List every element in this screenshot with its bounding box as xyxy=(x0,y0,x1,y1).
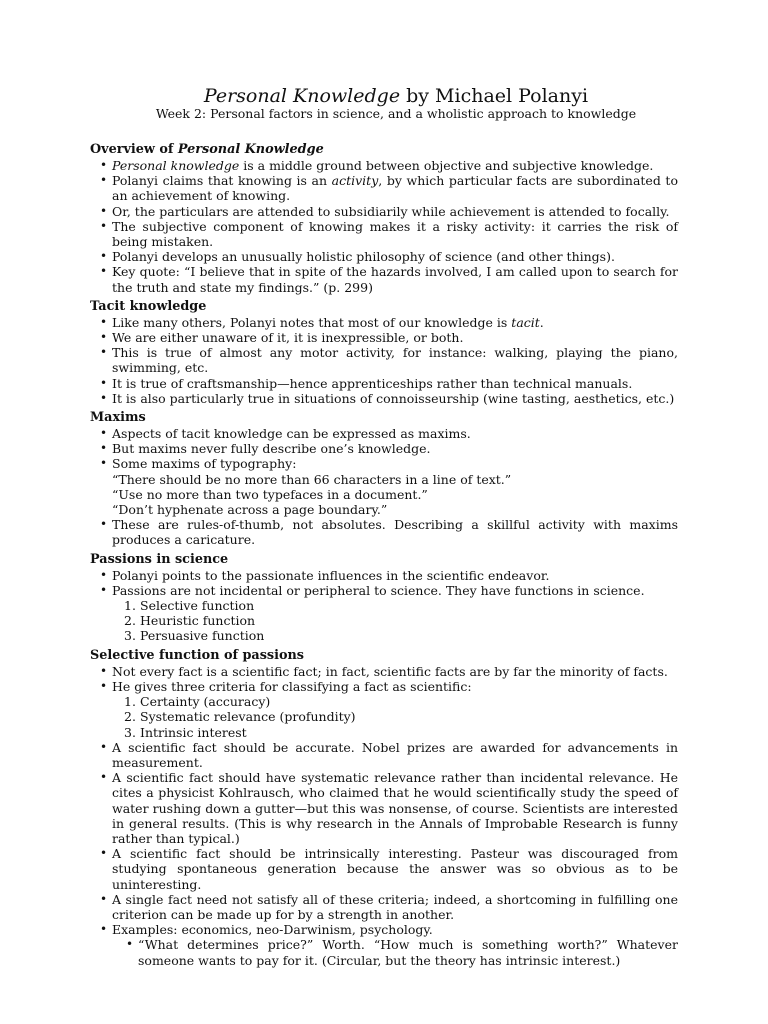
list-item xyxy=(90,456,678,517)
list-item xyxy=(90,315,678,330)
item-number: 1. xyxy=(124,694,136,710)
numbered-item xyxy=(90,694,678,709)
list-item: • Passions are not incidental or peripheral to science. They have functions in science. xyxy=(90,583,678,598)
item-text: . xyxy=(539,314,544,330)
section-passions xyxy=(90,552,678,644)
document-title xyxy=(0,84,768,108)
list-item xyxy=(90,173,678,203)
bullet-list xyxy=(90,740,678,938)
item-text: Intrinsic interest xyxy=(140,724,247,740)
list-item: • It is also particularly true in situations of connoisseurship (wine tasting, aesthetics, etc.) xyxy=(90,391,678,406)
item-number: 3. xyxy=(124,724,136,740)
list-item: • We are either unaware of it, it is inexpressible, or both. xyxy=(90,330,678,345)
emphasis-text: Personal knowledge xyxy=(112,158,240,173)
item-text: Systematic relevance (profundity) xyxy=(140,709,356,725)
numbered-list xyxy=(90,694,678,740)
numbered-item xyxy=(90,613,678,628)
bullet-list xyxy=(90,426,678,548)
bullet-list xyxy=(90,158,678,295)
list-item: • Key quote: “I believe that in spite of the hazards involved, I am called upon to search for the truth and state my findings.” (p. 299) xyxy=(90,264,678,294)
list-item: • It is true of craftsmanship—hence apprenticeships rather than technical manuals. xyxy=(90,376,678,391)
item-text: Heuristic function xyxy=(140,613,256,629)
list-item: • But maxims never fully describe one’s knowledge. xyxy=(90,441,678,456)
item-number: 2. xyxy=(124,613,136,629)
section-heading-maxims: Maxims xyxy=(90,410,146,426)
item-number: 3. xyxy=(124,628,136,644)
list-item: • A scientific fact should be intrinsically interesting. Pasteur was discouraged from studying spontaneous generation because the answer was so obvious as to be uninteresting. xyxy=(90,846,678,892)
bullet-list xyxy=(90,568,678,598)
title-book-name: Personal Knowledge xyxy=(203,85,401,107)
item-text: , by which particular facts are subordinated to an achievement of knowing. xyxy=(112,173,678,204)
item-text: Some maxims of typography: xyxy=(112,456,297,472)
section-heading-tacit: Tacit knowledge xyxy=(90,298,207,314)
list-item: • These are rules-of-thumb, not absolutes. Describing a skillful activity with maxims produces a caricature. xyxy=(90,517,678,547)
list-item: • The subjective component of knowing makes it a risky activity: it carries the risk of being mistaken. xyxy=(90,219,678,249)
list-item: • A single fact need not satisfy all of these criteria; indeed, a shortcoming in fulfilling one criterion can be made up for by a strength in another. xyxy=(90,892,678,922)
item-text: Certainty (accuracy) xyxy=(140,694,271,710)
item-text: Polanyi claims that knowing is an xyxy=(112,173,332,189)
emphasis-text: tacit xyxy=(511,314,540,330)
heading-book-name: Personal Knowledge xyxy=(177,142,324,157)
numbered-item xyxy=(90,709,678,724)
section-tacit-knowledge xyxy=(90,299,678,406)
list-item: • This is true of almost any motor activity, for instance: walking, playing the piano, swimming, etc. xyxy=(90,345,678,375)
item-text: Persuasive function xyxy=(140,628,265,644)
item-number: 2. xyxy=(124,709,136,725)
maxim-quote: “Use no more than two typefaces in a document.” xyxy=(112,486,428,502)
heading-text: Overview of xyxy=(90,142,178,157)
maxim-quote: “Don’t hyphenate across a page boundary.” xyxy=(112,502,388,518)
list-item: • Polanyi develops an unusually holistic philosophy of science (and other things). xyxy=(90,249,678,264)
list-item: • Or, the particulars are attended to subsidiarily while achievement is attended to focally. xyxy=(90,204,678,219)
item-text: Selective function xyxy=(140,598,255,614)
list-item: • Examples: economics, neo-Darwinism, psychology. xyxy=(90,922,678,937)
item-number: 1. xyxy=(124,598,136,614)
section-selective-function xyxy=(90,648,678,968)
list-item: • Not every fact is a scientific fact; in fact, scientific facts are by far the minority of facts. xyxy=(90,664,678,679)
section-maxims xyxy=(90,410,678,548)
list-item: • Aspects of tacit knowledge can be expressed as maxims. xyxy=(90,426,678,441)
section-heading-overview xyxy=(90,142,678,158)
section-heading-selective: Selective function of passions xyxy=(90,647,305,663)
numbered-item xyxy=(90,598,678,613)
document-subtitle: Week 2: Personal factors in science, and a wholistic approach to knowledge xyxy=(155,106,637,121)
numbered-item xyxy=(90,628,678,643)
title-author: by Michael Polanyi xyxy=(400,85,589,107)
numbered-list xyxy=(90,598,678,644)
maxim-quote: “There should be no more than 66 characters in a line of text.” xyxy=(112,471,512,487)
numbered-item xyxy=(90,725,678,740)
item-text: Like many others, Polanyi notes that most of our knowledge is xyxy=(112,314,512,330)
sub-bullet-list xyxy=(90,937,678,967)
section-heading-passions: Passions in science xyxy=(90,551,229,567)
sub-list-item: • “What determines price?” Worth. “How much is something worth?” Whatever someone wants to pay for it. (Circular, but the theory has intrinsic interest.) xyxy=(90,937,678,967)
item-text: is a middle ground between objective and subjective knowledge. xyxy=(239,158,654,173)
bullet-list xyxy=(90,664,678,694)
list-item xyxy=(90,158,678,173)
bullet-list xyxy=(90,315,678,406)
document-body xyxy=(90,142,678,972)
list-item: • A scientific fact should have systematic relevance rather than incidental relevance. He cites a physicist Kohlrausch, who claimed that he would scientifically study the speed of water rushing down a gutter—but this was nonsense, of course. Scientists are interested in general results. (This is why research in the Annals of Improbable Research is funny rather than typical.) xyxy=(90,770,678,846)
list-item: • He gives three criteria for classifying a fact as scientific: xyxy=(90,679,678,694)
section-overview xyxy=(90,142,678,295)
list-item: • A scientific fact should be accurate. Nobel prizes are awarded for advancements in measurement. xyxy=(90,740,678,770)
list-item: • Polanyi points to the passionate influences in the scientific endeavor. xyxy=(90,568,678,583)
emphasis-text: activity xyxy=(331,173,379,189)
